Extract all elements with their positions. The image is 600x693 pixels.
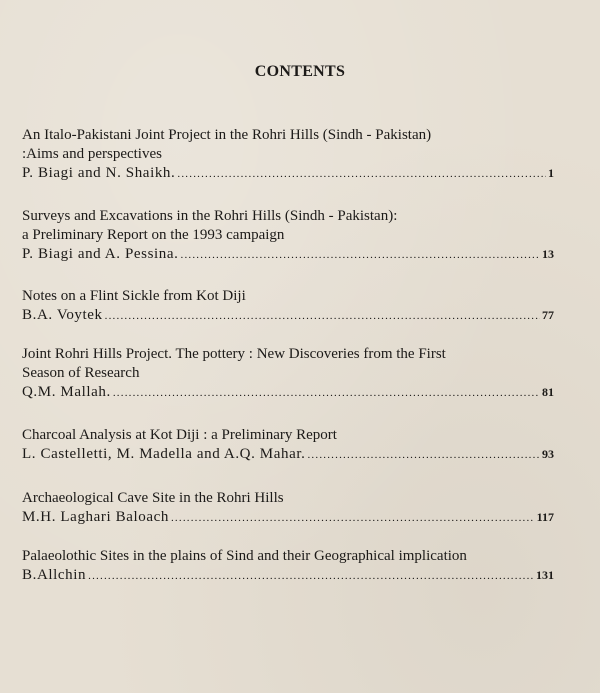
entry-author-row (22, 566, 554, 586)
toc-entry (22, 489, 554, 528)
entry-authors: B.A. Voytek (22, 307, 103, 323)
entry-author-row (22, 306, 554, 326)
dot-leader (307, 446, 540, 465)
entry-authors: B.Allchin (22, 567, 87, 583)
entry-page-number: 93 (542, 447, 554, 461)
dot-leader (105, 307, 540, 326)
entry-author-row (22, 508, 554, 528)
entry-page-number: 117 (536, 510, 554, 524)
entry-title-line: Notes on a Flint Sickle from Kot Diji (22, 288, 246, 304)
toc-entry (22, 547, 554, 586)
toc-entry (22, 207, 554, 265)
entry-page-number: 13 (542, 247, 554, 261)
entry-author-row (22, 245, 554, 265)
entry-page-number: 81 (542, 385, 554, 399)
entry-title-line: An Italo-Pakistani Joint Project in the Rohri Hills (Sindh - Pakistan) (22, 127, 432, 143)
dot-leader (88, 567, 534, 586)
entry-page-number: 131 (536, 568, 554, 582)
dot-leader (181, 246, 541, 265)
entry-authors: L. Castelletti, M. Madella and A.Q. Mahar. (22, 446, 306, 462)
entry-author-row (22, 164, 554, 184)
dot-leader (171, 509, 535, 528)
dot-leader (177, 165, 546, 184)
entry-author-row (22, 383, 554, 403)
contents-heading: CONTENTS (254, 63, 346, 80)
entry-title-line: :Aims and perspectives (22, 146, 162, 162)
toc-entry (22, 426, 554, 465)
entry-title-line: Season of Research (22, 365, 140, 381)
entry-authors: M.H. Laghari Baloach (22, 509, 169, 525)
dot-leader (113, 384, 540, 403)
entry-author-row (22, 445, 554, 465)
toc-entry (22, 287, 554, 326)
entry-authors: Q.M. Mallah. (22, 384, 111, 400)
entry-page-number: 1 (548, 166, 554, 180)
entry-title-line: Charcoal Analysis at Kot Diji : a Preliminary Report (22, 427, 337, 443)
entry-authors: P. Biagi and N. Shaikh. (22, 165, 176, 181)
entry-title-line: Surveys and Excavations in the Rohri Hills (Sindh - Pakistan): (22, 208, 398, 224)
entry-title-line: Palaeolothic Sites in the plains of Sind and their Geographical implication (22, 548, 467, 564)
toc-entry (22, 345, 554, 403)
toc-entry (22, 126, 554, 184)
entry-title-line: a Preliminary Report on the 1993 campaign (22, 227, 285, 243)
entry-page-number: 77 (542, 308, 554, 322)
entry-authors: P. Biagi and A. Pessina. (22, 246, 179, 262)
entry-title-line: Archaeological Cave Site in the Rohri Hills (22, 490, 284, 506)
entry-title-line: Joint Rohri Hills Project. The pottery : New Discoveries from the First (22, 346, 446, 362)
